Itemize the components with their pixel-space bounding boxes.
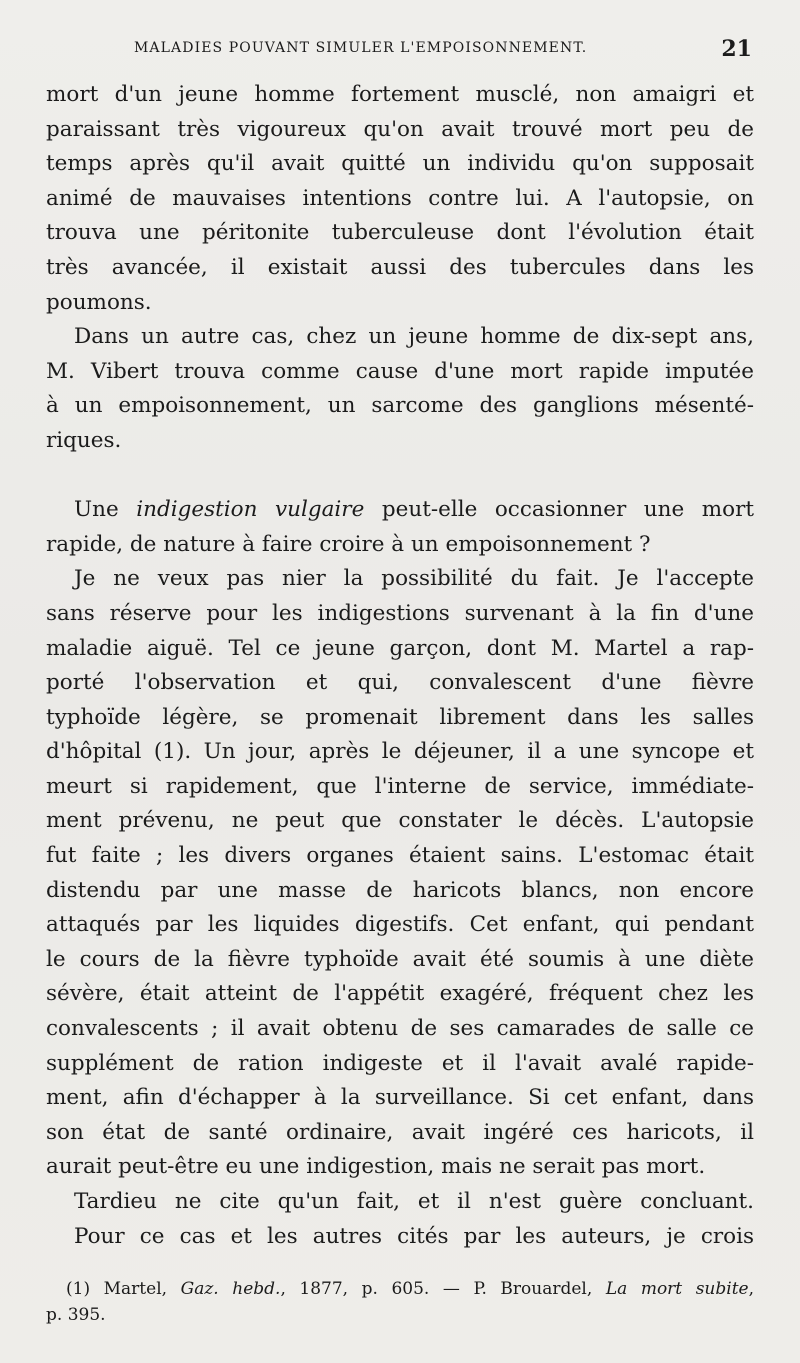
text-line: M. Vibert trouva comme cause d'une mort rapide imputée: [46, 358, 754, 384]
text-line: Pour ce cas et les autres cités par les auteurs, je crois: [74, 1223, 754, 1249]
footnote-line: p. 395.: [46, 1305, 106, 1325]
text-line: meurt si rapidement, que l'interne de service, immédiate-: [46, 773, 754, 799]
text-line: ment, afin d'échapper à la surveillance. Si cet enfant, dans: [46, 1085, 754, 1111]
text-line: animé de mauvaises intentions contre lui. A l'autopsie, on: [46, 185, 754, 211]
text-line-with-italic: [46, 493, 754, 528]
text-line: mort d'un jeune homme fortement musclé, non amaigri et: [46, 82, 754, 107]
footnote: [46, 1276, 754, 1328]
text-line: le cours de la fièvre typhoïde avait été soumis à une diète: [46, 946, 754, 972]
italic-phrase: indigestion vulgaire: [136, 497, 365, 523]
body-text: [46, 78, 754, 1254]
footnote-text: ,: [748, 1279, 754, 1299]
text-line: convalescents ; il avait obtenu de ses camarades de salle ce: [46, 1016, 754, 1042]
text-line: son état de santé ordinaire, avait ingéré ces haricots, il: [46, 1119, 754, 1145]
footnote-line: [46, 1276, 754, 1302]
footnote-text: (1) Martel,: [66, 1279, 181, 1299]
text-line: d'hôpital (1). Un jour, après le déjeuner, il a une syncope et: [46, 739, 754, 765]
text-line: poumons.: [46, 289, 152, 315]
footnote-title: La mort subite: [605, 1279, 749, 1299]
text-line: rapide, de nature à faire croire à un empoisonnement ?: [46, 531, 651, 557]
text-line: trouva une péritonite tuberculeuse dont l'évolution était: [46, 220, 754, 246]
text-line: à un empoisonnement, un sarcome des ganglions mésenté-: [46, 393, 754, 419]
text-line: sans réserve pour les indigestions survenant à la fin d'une: [46, 600, 754, 626]
text-line: porté l'observation et qui, convalescent d'une fièvre: [46, 670, 754, 696]
text-line: distendu par une masse de haricots blancs, non encore: [46, 877, 754, 903]
text-line: Dans un autre cas, chez un jeune homme de dix-sept ans,: [74, 324, 754, 350]
text-line: supplément de ration indigeste et il l'avait avalé rapide-: [46, 1050, 754, 1076]
text-fragment: Une: [74, 497, 137, 523]
text-line: attaqués par les liquides digestifs. Cet enfant, qui pendant: [46, 912, 754, 938]
text-line: Tardieu ne cite qu'un fait, et il n'est guère concluant.: [74, 1189, 754, 1214]
paragraph-gap: [46, 459, 754, 494]
text-line: Je ne veux pas nier la possibilité du fait. Je l'accepte: [74, 566, 754, 592]
text-fragment: peut-elle occasionner une mort: [364, 497, 754, 523]
text-line: aurait peut-être eu une indigestion, mais ne serait pas mort.: [46, 1154, 706, 1180]
page-header: [46, 36, 752, 66]
text-line: sévère, était atteint de l'appétit exagéré, fréquent chez les: [46, 981, 754, 1007]
text-line: fut faite ; les divers organes étaient sains. L'estomac était: [46, 843, 754, 869]
page-number: 21: [721, 36, 752, 62]
text-line: très avancée, il existait aussi des tubercules dans les: [46, 254, 754, 280]
footnote-text: , 1877, p. 605. — P. Brouardel,: [280, 1279, 606, 1299]
footnote-source: Gaz. hebd.: [180, 1279, 281, 1299]
text-line: temps après qu'il avait quitté un individu qu'on supposait: [46, 151, 754, 177]
text-line: ment prévenu, ne peut que constater le décès. L'autopsie: [46, 808, 754, 834]
text-line: typhoïde légère, se promenait librement dans les salles: [46, 704, 754, 730]
text-line: paraissant très vigoureux qu'on avait trouvé mort peu de: [46, 116, 754, 142]
running-title: MALADIES POUVANT SIMULER L'EMPOISONNEMENT.: [134, 40, 588, 56]
text-line: maladie aiguë. Tel ce jeune garçon, dont M. Martel a rap-: [46, 635, 754, 661]
text-line: riques.: [46, 427, 122, 453]
